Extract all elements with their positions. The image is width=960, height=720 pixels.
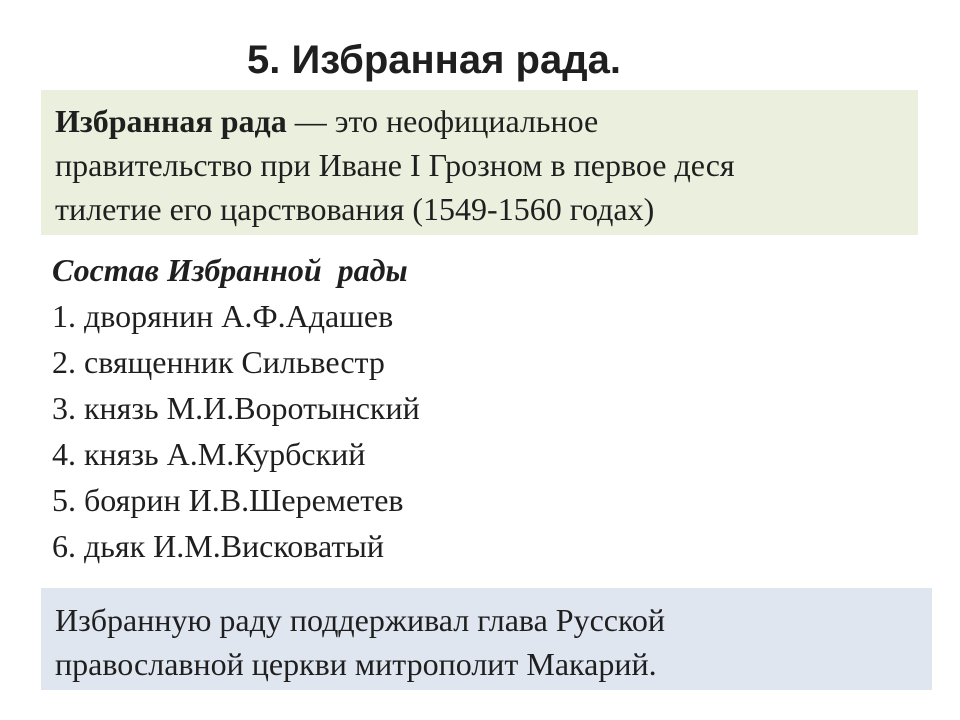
list-item: 5. боярин И.В.Шереметев: [52, 482, 404, 518]
members-heading: Состав Избранной рады: [52, 252, 408, 288]
slide-title: 5. Избранная рада.: [247, 38, 621, 82]
members-list: [52, 247, 420, 569]
list-item: 2. священник Сильвестр: [52, 344, 385, 380]
definition-term: Избранная рада: [55, 103, 287, 139]
definition-line-3: тилетие его царствования (1549-1560 годах): [55, 191, 655, 227]
definition-text-1: — это неофициальное: [286, 103, 599, 139]
support-box: [41, 588, 932, 690]
list-item: 6. дьяк И.М.Висковатый: [52, 528, 384, 564]
definition-line-1: [55, 99, 918, 143]
definition-line-2: правительство при Иване I Грозном в первое деся: [55, 147, 735, 183]
list-item: 1. дворянин А.Ф.Адашев: [52, 298, 394, 334]
definition-box: [41, 90, 918, 235]
support-line-2: православной церкви митрополит Макарий.: [55, 646, 657, 682]
list-item: 4. князь А.М.Курбский: [52, 436, 366, 472]
support-line-1: Избранную раду поддерживал глава Русской: [55, 602, 666, 638]
list-item: 3. князь М.И.Воротынский: [52, 390, 420, 426]
